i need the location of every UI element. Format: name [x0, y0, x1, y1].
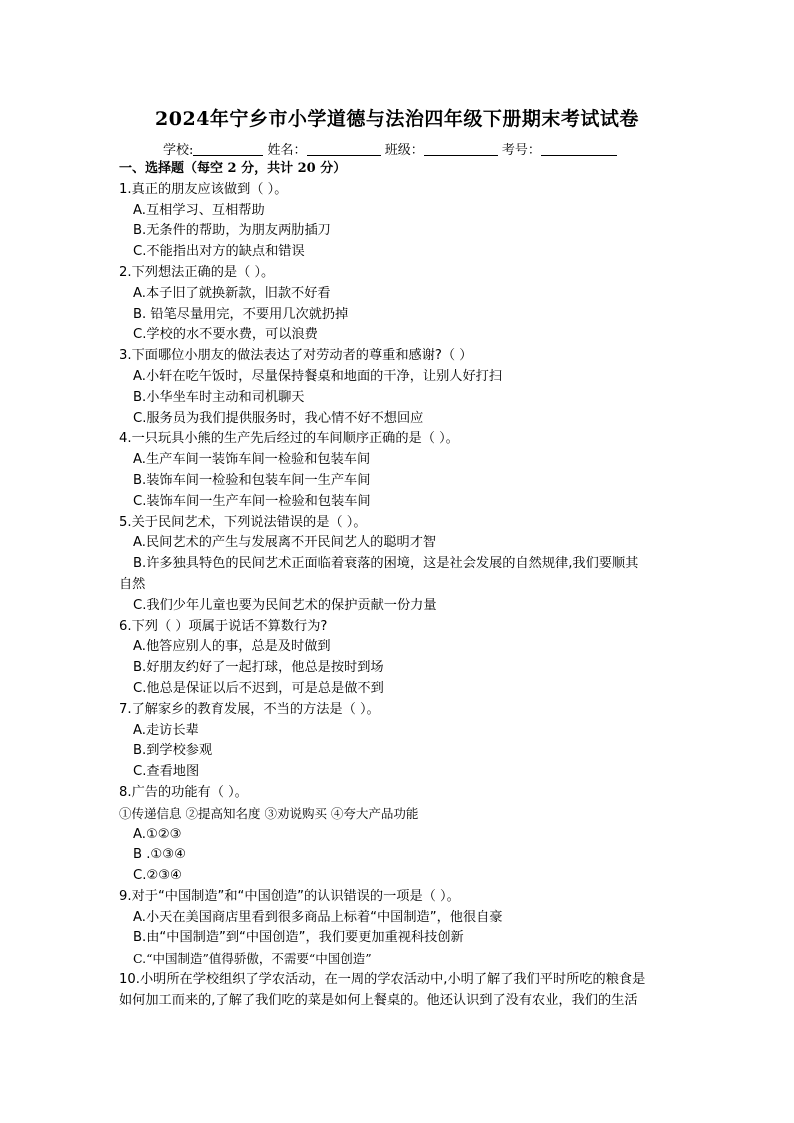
question-5-option-b: B.许多独具特色的民间艺术正面临着衰落的困境，这是社会发展的自然规律,我们要顺其 [133, 556, 639, 572]
question-8-stem: 8.广告的功能有（ ）。 [119, 784, 248, 800]
class-blank[interactable] [424, 142, 498, 156]
question-2-option-c: C.学校的水不要水费，可以浪费 [133, 327, 318, 343]
question-6-option-b: B.好朋友约好了一起打球，他总是按时到场 [133, 660, 384, 676]
question-2-stem: 2.下列想法正确的是（ ）。 [119, 264, 275, 280]
question-8-option-b: B .①③④ [133, 847, 186, 863]
question-8-items: ①传递信息 ②提高知名度 ③劝说购买 ④夸大产品功能 [119, 805, 419, 821]
question-1-option-b: B.无条件的帮助，为朋友两肋插刀 [133, 223, 331, 239]
question-1-option-c: C.不能指出对方的缺点和错误 [133, 244, 305, 260]
question-7-option-b: B.到学校参观 [133, 743, 213, 759]
question-5-stem: 5.关于民间艺术，下列说法错误的是（ ）。 [119, 514, 367, 530]
question-10-line-2: 如何加工而来的,了解了我们吃的菜是如何上餐桌的。他还认识到了没有农业，我们的生活 [119, 992, 638, 1008]
question-2-option-a: A.本子旧了就换新款，旧款不好看 [133, 285, 331, 301]
question-8-option-a: A.①②③ [133, 826, 182, 842]
question-9-option-b: B.由“中国制造”到“中国创造”，我们要更加重视科技创新 [133, 930, 464, 946]
name-blank[interactable] [307, 142, 381, 156]
exam-title: 2024年宁乡市小学道德与法治四年级下册期末考试试卷 [155, 108, 639, 130]
question-6-stem: 6.下列（ ）项属于说话不算数行为? [119, 618, 328, 634]
question-4-stem: 4.一只玩具小熊的生产先后经过的车间顺序正确的是（ ）。 [119, 431, 459, 447]
question-3-stem: 3.下面哪位小朋友的做法表达了对劳动者的尊重和感谢?（ ） [119, 348, 473, 364]
question-2-option-b: B. 铅笔尽量用完，不要用几次就扔掉 [133, 306, 349, 322]
section-heading: 一、选择题（每空 2 分，共计 20 分） [119, 161, 347, 176]
question-1-option-a: A.互相学习、互相帮助 [133, 202, 265, 218]
question-8-option-c: C.②③④ [133, 868, 182, 884]
question-4-option-c: C.装饰车间一生产车间一检验和包装车间 [133, 493, 371, 509]
question-4-option-a: A.生产车间一装饰车间一检验和包装车间 [133, 452, 371, 468]
question-6-option-a: A.他答应别人的事，总是及时做到 [133, 639, 331, 655]
exam-number-blank[interactable] [541, 142, 617, 156]
question-4-option-b: B.装饰车间一检验和包装车间一生产车间 [133, 472, 371, 488]
question-3-option-c: C.服务员为我们提供服务时，我心情不好不想回应 [133, 410, 424, 426]
question-7-option-c: C.查看地图 [133, 764, 200, 780]
question-9-stem: 9.对于“中国制造”和“中国创造”的认识错误的一项是（ ）。 [119, 888, 460, 904]
question-1-stem: 1.真正的朋友应该做到（ ）。 [119, 181, 288, 197]
question-3-option-a: A.小轩在吃午饭时，尽量保持餐桌和地面的干净，让别人好打扫 [133, 368, 503, 384]
question-5-option-c: C.我们少年儿童也要为民间艺术的保护贡献一份力量 [133, 597, 437, 613]
question-5-option-b-continued: 自然 [119, 576, 146, 592]
school-label: 学校: [163, 143, 194, 158]
question-body [119, 159, 679, 1012]
question-7-stem: 7.了解家乡的教育发展，不当的方法是（ ）。 [119, 701, 380, 717]
question-10-line-1: 10.小明所在学校组织了学农活动，在一周的学农活动中,小明了解了我们平时所吃的粮食是 [119, 972, 646, 988]
question-9-option-c: C.“中国制造”值得骄傲，不需要“中国创造” [133, 951, 372, 967]
exam-number-label: 考号： [501, 143, 541, 158]
question-9-option-a: A.小天在美国商店里看到很多商品上标着“中国制造”，他很自豪 [133, 909, 503, 925]
name-label: 姓名： [267, 143, 307, 158]
school-blank[interactable] [193, 142, 263, 156]
question-7-option-a: A.走访长辈 [133, 722, 199, 738]
student-info-line [163, 139, 617, 158]
question-6-option-c: C.他总是保证以后不迟到，可是总是做不到 [133, 680, 384, 696]
question-3-option-b: B.小华坐车时主动和司机聊天 [133, 389, 305, 405]
question-5-option-a: A.民间艺术的产生与发展离不开民间艺人的聪明才智 [133, 535, 437, 551]
class-label: 班级： [384, 143, 424, 158]
